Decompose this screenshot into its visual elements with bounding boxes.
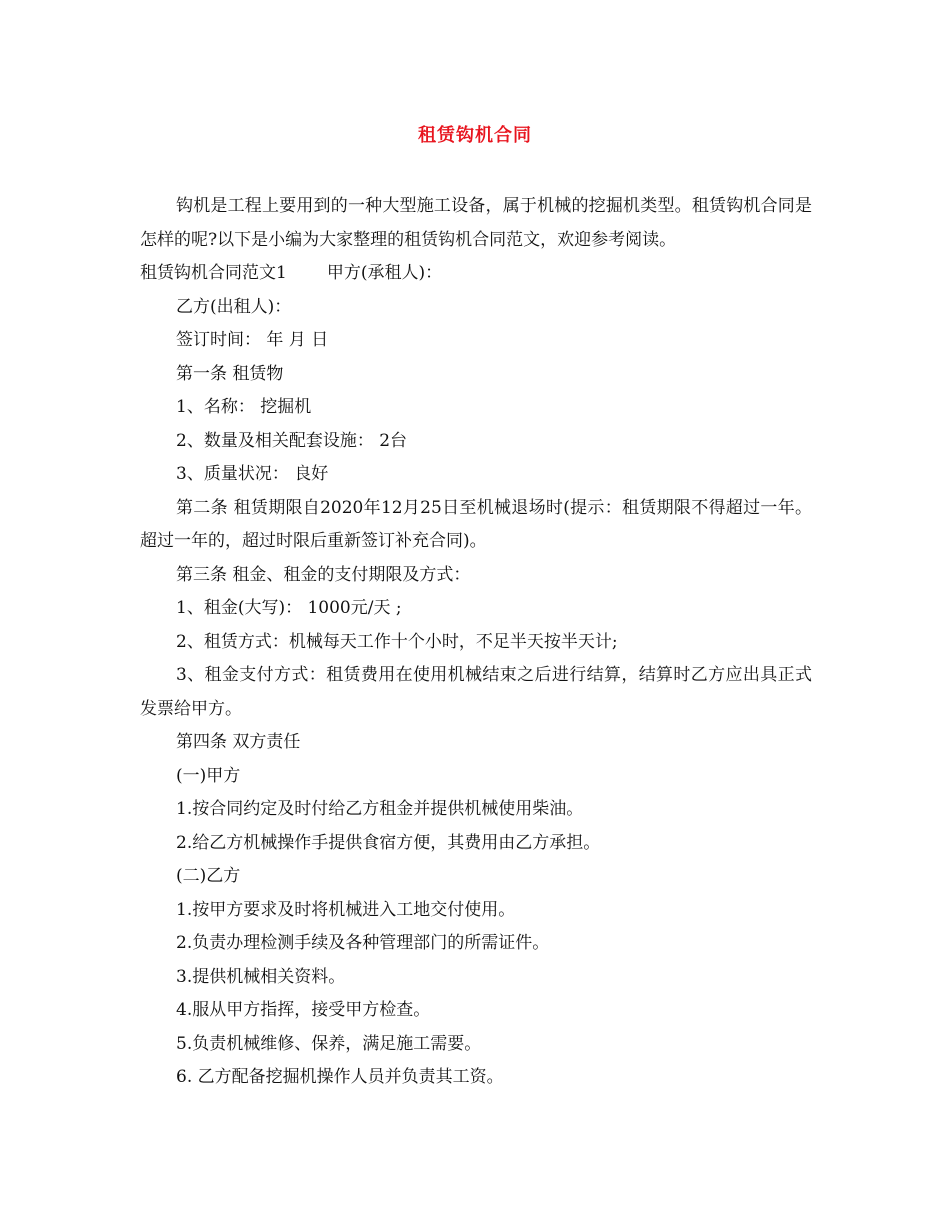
rent-method: 2、租赁方式：机械每天工作十个小时，不足半天按半天计;: [176, 631, 618, 652]
intro-paragraph: 钩机是工程上要用到的一种大型施工设备，属于机械的挖掘机类型。租赁钩机合同是怎样的呢?以下是小编为大家整理的租赁钩机合同范文，欢迎参考阅读。: [140, 196, 812, 250]
party-b-duty-5: 5.负责机械维修、保养，满足施工需要。: [176, 1033, 482, 1054]
item-name: 1、名称： 挖掘机: [176, 397, 312, 417]
rent-payment: 3、租金支付方式：租赁费用在使用机械结束之后进行结算，结算时乙方应出具正式发票给甲方。: [140, 665, 812, 719]
party-a-duty-1: 1.按合同约定及时付给乙方租金并提供机械使用柴油。: [176, 799, 584, 819]
party-a-duty-2: 2.给乙方机械操作手提供食宿方便，其费用由乙方承担。: [176, 832, 601, 853]
document-body: [140, 190, 812, 1095]
section-party-a: (一)甲方: [176, 765, 241, 786]
party-b-duty-6: 6. 乙方配备挖掘机操作人员并负责其工资。: [176, 1067, 504, 1087]
section-party-b: (二)乙方: [176, 866, 241, 886]
sign-date-line: 签订时间： 年 月 日: [176, 330, 329, 350]
party-a-line: 甲方(承租人)：: [326, 263, 443, 283]
party-b-duty-3: 3.提供机械相关资料。: [176, 966, 346, 987]
party-b-duty-4: 4.服从甲方指挥，接受甲方检查。: [176, 1000, 431, 1020]
document-title: 租赁钩机合同: [418, 125, 532, 146]
article-1-heading: 第一条 租赁物: [176, 363, 284, 384]
article-2-paragraph: 第二条 租赁期限自2020年12月25日至机械退场时(提示：租赁期限不得超过一年。超过一年的，超过时限后重新签订补充合同)。: [140, 497, 812, 551]
party-b-duty-2: 2.负责办理检测手续及各种管理部门的所需证件。: [176, 933, 550, 953]
party-b-duty-1: 1.按甲方要求及时将机械进入工地交付使用。: [176, 899, 516, 920]
article-3-heading: 第三条 租金、租金的支付期限及方式：: [176, 564, 471, 585]
party-b-line: 乙方(出租人)：: [176, 296, 292, 317]
item-quality: 3、质量状况： 良好: [176, 464, 329, 484]
sample-heading-line: [140, 257, 812, 291]
item-quantity: 2、数量及相关配套设施： 2台: [176, 430, 408, 451]
sample-heading: 租赁钩机合同范文1: [140, 263, 287, 283]
rent-amount: 1、租金(大写)： 1000元/天 ;: [176, 598, 402, 618]
article-4-heading: 第四条 双方责任: [176, 732, 301, 752]
